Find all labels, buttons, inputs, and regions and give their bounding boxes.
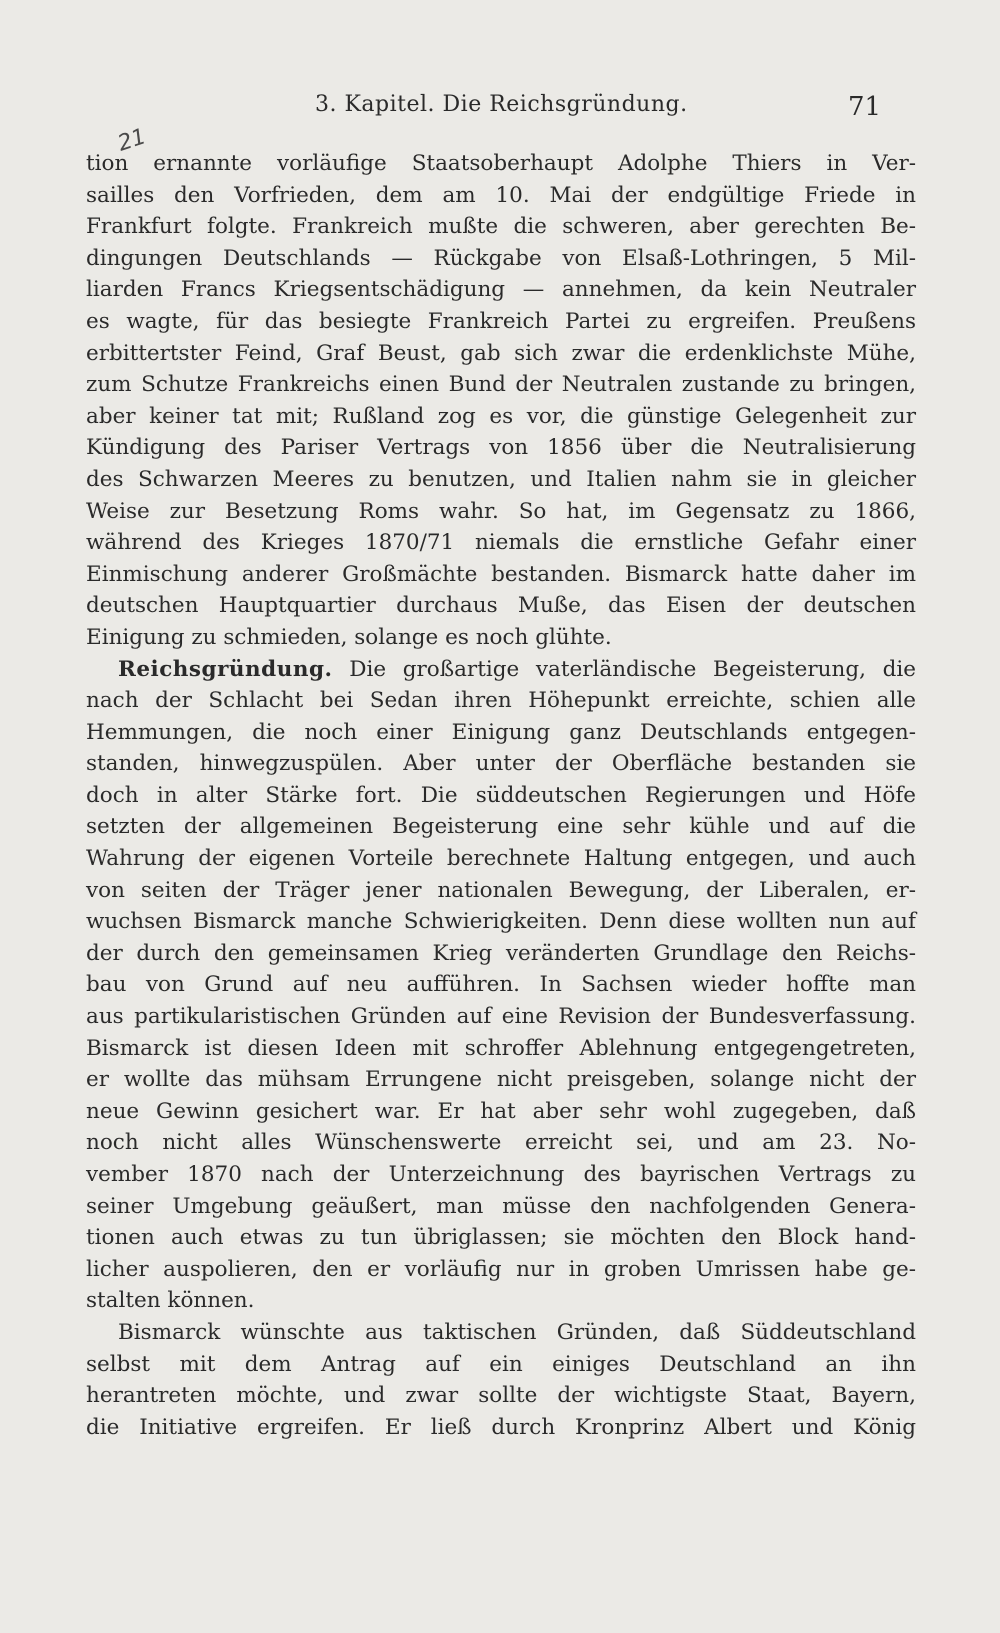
text-line <box>86 622 916 654</box>
line-text: vember 1870 nach der Unterzeichnung des bayrischen Vertrags zu <box>86 1162 916 1187</box>
text-line <box>86 180 916 212</box>
page-number: 71 <box>848 92 882 122</box>
line-text: aus partikularistischen Gründen auf eine Revision der Bundesverfassung. <box>86 1004 916 1030</box>
text-line <box>86 654 916 686</box>
text-line <box>86 1349 916 1381</box>
running-head: 3. Kapitel. Die Reichsgründung. <box>315 92 688 117</box>
line-text: der durch den gemeinsamen Krieg veränderten Grundlage den Reichs- <box>86 940 916 966</box>
line-text: tion ernannte vorläufige Staatsoberhaupt Adolphe Thiers in Ver- <box>86 151 916 176</box>
line-text: standen, hinwegzuspülen. Aber unter der Oberfläche bestanden sie <box>86 751 916 777</box>
text-line <box>86 432 916 464</box>
line-text: Frankfurt folgte. Frankreich mußte die schweren, aber gerechten Be- <box>86 214 916 240</box>
line-text: wuchsen Bismarck manche Schwierigkeiten. Denn diese wollten nun auf <box>86 909 916 935</box>
text-line <box>86 843 916 875</box>
handwritten-annotation: 21 <box>114 124 150 157</box>
text-line <box>86 559 916 591</box>
text-line <box>86 685 916 717</box>
line-text: doch in alter Stärke fort. Die süddeutschen Regierungen und Höfe <box>86 782 916 808</box>
text-line <box>86 1412 916 1444</box>
line-text: nach der Schlacht bei Sedan ihren Höhepunkt erreichte, schien alle <box>86 688 916 714</box>
line-text: Wahrung der eigenen Vorteile berechnete Haltung entgegen, und auch <box>86 846 916 872</box>
text-line <box>86 938 916 970</box>
line-text: während des Krieges 1870/71 niemals die ernstliche Gefahr einer <box>86 530 916 556</box>
line-text: stalten können. <box>86 1288 255 1314</box>
line-text: herantreten möchte, und zwar sollte der wichtigste Staat, Bayern, <box>86 1383 916 1409</box>
line-text: Hemmungen, die noch einer Einigung ganz Deutschlands entgegen- <box>86 719 916 745</box>
line-text: Weise zur Besetzung Roms wahr. So hat, im Gegensatz zu 1866, <box>86 498 916 524</box>
line-text: Kündigung des Pariser Vertrags von 1856 über die Neutralisierung <box>86 435 916 461</box>
line-text: dingungen Deutschlands — Rückgabe von Elsaß-Lothringen, 5 Mil- <box>86 245 916 271</box>
text-line <box>86 211 916 243</box>
text-line <box>86 1064 916 1096</box>
line-text: sailles den Vorfrieden, dem am 10. Mai der endgültige Friede in <box>86 182 916 208</box>
line-text: des Schwarzen Meeres zu benutzen, und Italien nahm sie in gleicher <box>86 466 916 492</box>
text-line <box>86 875 916 907</box>
text-line <box>86 1033 916 1065</box>
text-line <box>86 464 916 496</box>
text-line <box>86 590 916 622</box>
text-line <box>86 1191 916 1223</box>
text-line <box>86 1222 916 1254</box>
text-line <box>86 401 916 433</box>
line-text: liarden Francs Kriegsentschädigung — annehmen, da kein Neutraler <box>86 277 916 303</box>
text-line <box>86 1380 916 1412</box>
text-line <box>86 811 916 843</box>
text-line <box>86 274 916 306</box>
section-heading: Reichsgründung. <box>118 656 333 682</box>
text-line <box>86 969 916 1001</box>
line-text: Einmischung anderer Großmächte bestanden. Bismarck hatte daher im <box>86 561 916 587</box>
text-line <box>86 780 916 812</box>
text-line <box>86 306 916 338</box>
text-line <box>86 1317 916 1349</box>
text-line <box>86 1096 916 1128</box>
text-line <box>86 906 916 938</box>
line-text: er wollte das mühsam Errungene nicht preisgeben, solange nicht der <box>86 1067 916 1093</box>
text-line <box>86 496 916 528</box>
text-line <box>86 1254 916 1286</box>
line-text: neue Gewinn gesichert war. Er hat aber sehr wohl zugegeben, daß <box>86 1098 916 1124</box>
text-line <box>86 1285 916 1317</box>
line-text: von seiten der Träger jener nationalen Bewegung, der Liberalen, er- <box>86 877 916 903</box>
text-line <box>86 243 916 275</box>
line-text: seiner Umgebung geäußert, man müsse den nachfolgenden Genera- <box>86 1193 916 1219</box>
text-line <box>86 338 916 370</box>
line-text: die Initiative ergreifen. Er ließ durch Kronprinz Albert und König <box>86 1414 916 1440</box>
line-text: Bismarck wünschte aus taktischen Gründen, daß Süddeutschland <box>118 1319 916 1345</box>
line-text: setzten der allgemeinen Begeisterung eine sehr kühle und auf die <box>86 814 916 840</box>
line-text: zum Schutze Frankreichs einen Bund der Neutralen zustande zu bringen, <box>86 372 916 398</box>
text-line <box>86 748 916 780</box>
line-text: Die großartige vaterländische Begeisterung, die <box>332 656 916 682</box>
line-text: bau von Grund auf neu aufführen. In Sachsen wieder hoffte man <box>86 972 916 998</box>
line-text: noch nicht alles Wünschenswerte erreicht sei, und am 23. No- <box>86 1130 916 1156</box>
line-text: selbst mit dem Antrag auf ein einiges Deutschland an ihn <box>86 1351 916 1377</box>
text-line <box>86 1127 916 1159</box>
body-text <box>86 148 916 1443</box>
line-text: aber keiner tat mit; Rußland zog es vor, die günstige Gelegenheit zur <box>86 403 916 429</box>
line-text: erbittertster Feind, Graf Beust, gab sich zwar die erdenklichste Mühe, <box>86 340 916 366</box>
line-text: licher auspolieren, den er vorläufig nur in groben Umrissen habe ge- <box>86 1256 916 1282</box>
text-line <box>86 148 916 180</box>
text-line <box>86 527 916 559</box>
line-text: deutschen Hauptquartier durchaus Muße, das Eisen der deutschen <box>86 593 916 619</box>
line-text: es wagte, für das besiegte Frankreich Partei zu ergreifen. Preußens <box>86 308 916 334</box>
line-text: tionen auch etwas zu tun übriglassen; sie möchten den Block hand- <box>86 1225 916 1251</box>
line-text: Einigung zu schmieden, solange es noch glühte. <box>86 624 612 650</box>
text-line <box>86 1001 916 1033</box>
text-line <box>86 369 916 401</box>
text-line <box>86 717 916 749</box>
text-line <box>86 1159 916 1191</box>
line-text: Bismarck ist diesen Ideen mit schroffer Ablehnung entgegengetreten, <box>86 1035 916 1061</box>
